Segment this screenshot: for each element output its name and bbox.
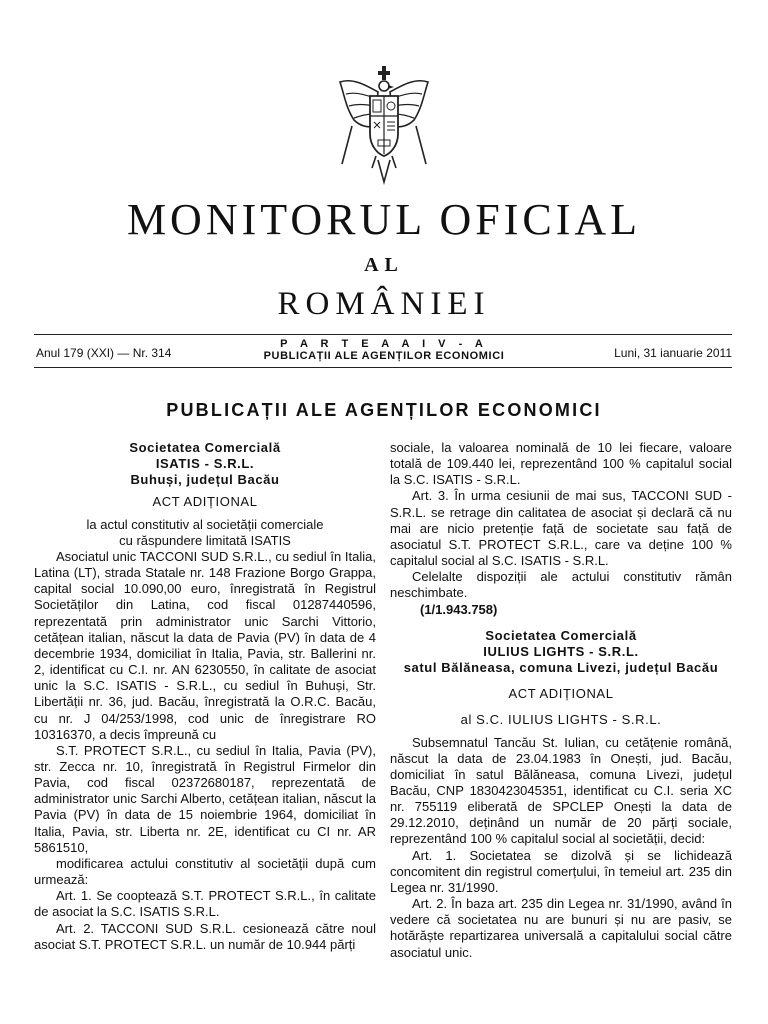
right-column [390,440,732,961]
paragraph: sociale, la valoarea nominală de 10 lei fiecare, valoare totală de 109.440 lei, reprezentând 100 % capitalul social la S.C. ISATIS - S.R.L. [390,440,732,488]
company-name: ISATIS - S.R.L. [155,456,255,472]
paragraph: Celelalte dispoziții ale actului constitutiv rămân neschimbate. [390,569,732,601]
issue-date: Luni, 31 ianuarie 2011 [614,346,732,360]
paragraph: Asociatul unic TACCONI SUD S.R.L., cu sediul în Italia, Latina (LT), strada Statale nr. 148 Frazione Borgo Grappa, capital social 10.090,00 euro, înregistrată în Registrul Societăților din Latina, cod fiscal 01287440596, reprezentată prin administrator unic Sarchi Vittorio, cetățean italian, născut la data de Pavia (PV) în data de 4 decembrie 1934, domiciliat în Italia, Pavia, str. Ballerini nr. 2, identificat cu C.I. nr. AN 6230550, în calitate de asociat unic la S.C. ISATIS - S.R.L., cu sediul în Buhuși, Str. Libertății nr. 36, jud. Bacău, înregistrată la O.R.C. Bacău, cu nr. J 04/253/1998, cod unic de înregistrare RO 10316370, a decis împreună cu [34,548,376,742]
company-type: Societatea Comercială [485,627,637,643]
issue-number: Anul 179 (XXI) — Nr. 314 [36,346,172,360]
paragraph: Art. 2. TACCONI SUD S.R.L. cesionează către noul asociat S.T. PROTECT S.R.L. un număr de 10.944 părți [34,920,376,952]
company-name: IULIUS LIGHTS - S.R.L. [483,643,639,659]
paragraph: modificarea actului constitutiv al societății după cum urmează: [34,855,376,888]
left-column [34,440,376,953]
act-subtitle-line-1: la actul constitutiv al societății comerciale [86,516,324,532]
header-rule-top [34,334,732,335]
paragraph: Art. 2. În baza art. 235 din Legea nr. 31/1990, având în vedere că societatea nu are bunuri și nu are pasiv, se hotărăște repartizarea universală a capitalului social către asociatul unic. [390,896,732,960]
paragraph: Art. 1. Societatea se dizolvă și se lichidează concomitent din registrul comerțului, în temeiul art. 235 din Legea nr. 31/1990. [390,847,732,895]
act-subtitle: al S.C. IULIUS LIGHTS - S.R.L. [460,712,662,728]
paragraph: S.T. PROTECT S.R.L., cu sediul în Italia, Pavia (PV), str. Zecca nr. 10, înregistrată în Registrul Firmelor din Pavia, cod fiscal 02372680187, reprezentată de administrator unic Sarchi Alberto, cetățean italian, născut la Pavia (PV) în data de 15 noiembrie 1964, domiciliat în Italia, Pavia, str. Liberta nr. 2E, identificat cu CI nr. AR 5861510, [34,742,376,855]
masthead-country: ROMÂNIEI [277,286,491,322]
act-title: ACT ADIȚIONAL [152,494,258,510]
header-rule-bottom [34,367,732,368]
company-location: Buhuși, județul Bacău [130,472,280,488]
paragraph: Subsemnatul Tancău St. Iulian, cu cetățenie română, născut la data de 23.04.1983 în Onești, jud. Bacău, domiciliat în satul Bălăneasa, comuna Livezi, județul Bacău, CNP 1830423045351, identificat cu C.I. seria XC nr. 755119 eliberată de SPCLEP Onești la data de 29.12.2010, deținând un număr de 20 părți sociale, reprezentând 100 % capitalul social al societății, decid: [390,734,732,847]
act-title: ACT ADIȚIONAL [508,686,614,702]
act-subtitle-line-2: cu răspundere limitată ISATIS [119,532,291,548]
company-location: satul Bălăneasa, comuna Livezi, județul Bacău [403,660,719,676]
part-label: P A R T E A A I V - A [280,338,488,350]
masthead-al: AL [364,254,404,276]
company-type: Societatea Comercială [129,440,281,455]
paragraph: Art. 3. În urma cesiunii de mai sus, TACCONI SUD - S.R.L. se retrage din calitatea de asociat și declară că nu mai are nicio pretenție față de societate sau față de asociatul S.T. PROTECT S.R.L., care va deține 100 % capitalul social al S.C. ISATIS - S.R.L. [390,488,732,569]
masthead-title: MONITORUL OFICIAL [126,195,642,244]
section-title: PUBLICAȚII ALE AGENȚILOR ECONOMICI [166,400,602,420]
coat-of-arms-icon [334,64,434,186]
reference-number: (1/1.943.758) [420,601,498,617]
part-subtitle: PUBLICAȚII ALE AGENȚILOR ECONOMICI [263,350,505,362]
paragraph: Art. 1. Se cooptează S.T. PROTECT S.R.L., în calitate de asociat la S.C. ISATIS S.R.L. [34,888,376,920]
